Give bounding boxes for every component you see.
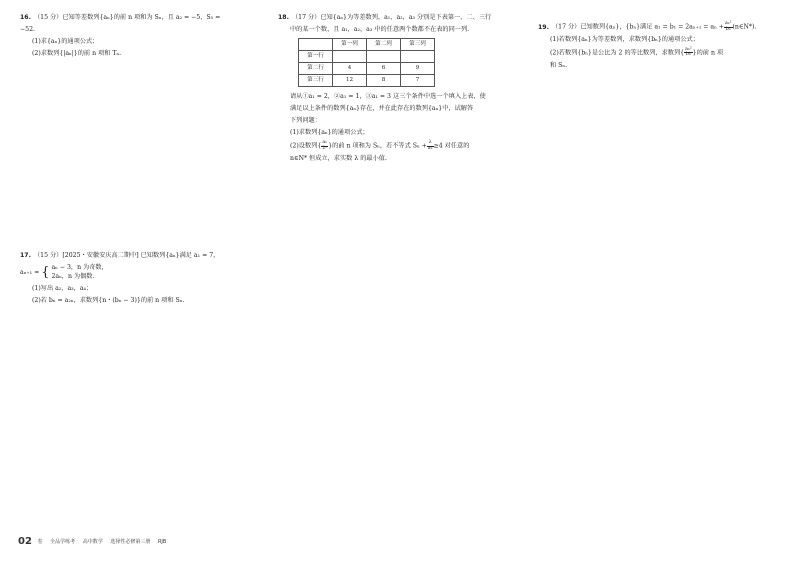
table-cell: 4 [333, 63, 367, 75]
table-cell [367, 51, 401, 63]
subquestion-2: (2)求数列{|aₙ|}的前 n 项和 Tₙ. [32, 49, 122, 57]
table-header-cell: 第二列 [367, 39, 401, 51]
number-table [298, 38, 435, 87]
question-stem-a: （17 分）已知数列{aₙ}，{bₙ}满足 a₁ = b₁ = 2aₙ₊₁ = aₙ + [551, 23, 724, 31]
page-number: 02 [18, 536, 32, 547]
piecewise-case-1: aₙ − 3，n 为奇数， [51, 263, 108, 271]
subquestion-2-text-a: (2)若数列{bₙ}是公比为 2 的等比数列，求数列{ [550, 49, 685, 57]
table-row [299, 75, 435, 87]
question-number: 19. [538, 23, 549, 31]
table-cell: 12 [333, 75, 367, 87]
subquestion-2 [538, 48, 788, 58]
fraction-denominator: bₙ [685, 52, 691, 58]
condition-line-3: 下列问题： [290, 117, 321, 125]
page-footer [18, 535, 172, 549]
fraction-numerator: aₙ² [724, 21, 732, 26]
question-stem-continued: −52. [20, 25, 36, 33]
fraction-an2-over-bn [724, 22, 733, 32]
fraction-numerator: aₙ [322, 140, 328, 146]
table-row [299, 63, 435, 75]
subquestion-1: (1)求数列{aₙ}的通项公式； [290, 129, 369, 137]
table-row [299, 51, 435, 63]
question-17 [20, 252, 265, 309]
footer-mark: 卷 [37, 539, 43, 545]
fraction-numerator: λ [428, 140, 432, 146]
table-cell: 6 [367, 63, 401, 75]
question-number: 18. [278, 14, 289, 21]
table-cell [333, 51, 367, 63]
subquestion-2-text-b: }的前 n 项和为 Sₙ，若不等式 Sₙ + [328, 142, 427, 150]
question-number: 17. [20, 252, 31, 259]
table-cell: 7 [401, 75, 435, 87]
footer-brand: 全品学练考 [50, 539, 76, 545]
brace-symbol: { [41, 265, 50, 281]
question-stem: （15 分）已知等差数列{aₙ}的前 n 项和为 Sₙ，且 a₂ = −5，S₅ = [33, 14, 221, 21]
subquestion-2-continued: 和 Sₙ. [550, 61, 568, 69]
fraction-lambda-over-an [427, 141, 434, 151]
condition-line-1: 请从①a₁ = 2，②a₁ = 1，③a₁ = 3 这三个条件中选一个填入上表，使 [290, 93, 486, 101]
subquestion-2: (2)若 bₙ = a₂ₙ，求数列{n・(bₙ − 3)}的前 n 项和 Sₙ. [32, 297, 185, 305]
question-18 [278, 14, 528, 167]
table-cell: 9 [401, 63, 435, 75]
subquestion-2 [278, 141, 528, 151]
footer-volume: 选择性必修第三册 [110, 539, 151, 545]
fraction-numerator: aₙ² [685, 46, 692, 52]
table-header-cell: 第三列 [401, 39, 435, 51]
condition-line-2: 满足以上条件的数列{aₙ}存在，并在此存在的数列{aₙ}中，试解答 [290, 105, 474, 113]
table-row-label: 第三行 [299, 75, 333, 87]
question-stem: （15 分）[2025・安徽安庆高二期中] 已知数列{aₙ}满足 a₁ = 7， [33, 252, 220, 259]
fraction-denominator: bₙ [725, 26, 731, 32]
table-row-label: 第一行 [299, 51, 333, 63]
piecewise-case-2: 2aₙ，n 为偶数. [51, 272, 95, 280]
question-stem-continued: 中的某一个数，且 a₁，a₂，a₃ 中的任意两个数都不在表的同一列. [290, 25, 470, 33]
question-16 [20, 14, 260, 62]
footer-subject: 高中数学 [82, 539, 103, 545]
table-cell [401, 51, 435, 63]
question-stem: （17 分）已知{aₙ}为等差数列，a₁，a₂，a₃ 分别是下表第一、二、三行 [291, 14, 492, 21]
fraction-denominator: 2ⁿ [322, 145, 328, 151]
table-cell: 8 [367, 75, 401, 87]
piecewise-lhs: aₙ₊₁ = [20, 269, 40, 277]
subquestion-2-text-b: }的前 n 项 [692, 49, 724, 57]
subquestion-2-continued: n∈N* 恒成立，求实数 λ 的最小值. [290, 154, 387, 162]
question-stem-b: (n∈N*). [732, 23, 757, 31]
footer-edition: RJB [157, 539, 167, 545]
table-header-cell: 第一列 [333, 39, 367, 51]
question-number: 16. [20, 14, 31, 21]
subquestion-1: (1)写出 a₂，a₃，a₄； [32, 285, 93, 293]
subquestion-1: (1)求{aₙ}的通项公式； [32, 37, 99, 45]
fraction-denominator: aₙ [427, 145, 433, 151]
fraction-an2-over-bn [684, 48, 693, 58]
piecewise-definition [20, 264, 265, 281]
subquestion-2-text-c: ≥4 对任意的 [433, 142, 470, 150]
subquestion-2-text-a: (2)设数列{ [290, 142, 322, 150]
table-row-label: 第二行 [299, 63, 333, 75]
table-header-cell [299, 39, 333, 51]
table-header-row [299, 39, 435, 51]
question-19 [538, 22, 788, 73]
subquestion-1: (1)若数列{aₙ}为等差数列，求数列{bₙ}的通项公式； [550, 35, 699, 43]
